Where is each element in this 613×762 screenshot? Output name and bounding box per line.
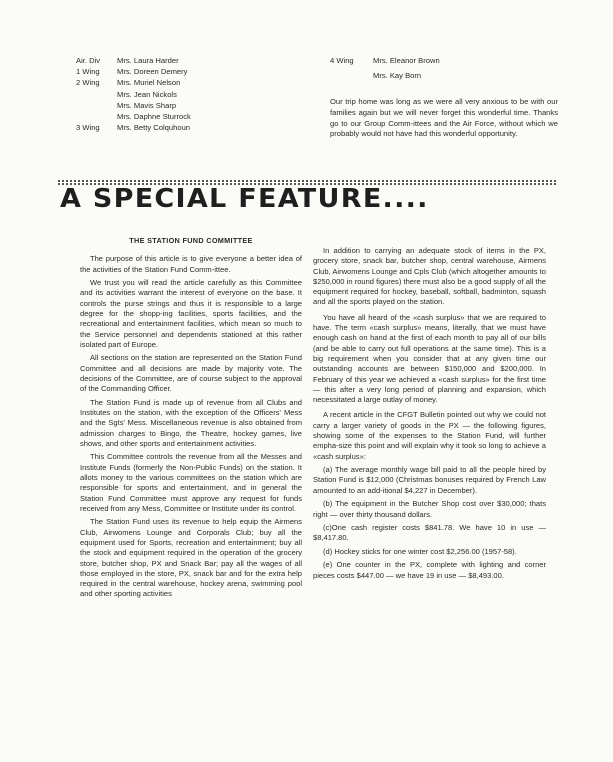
wives-row [76,122,191,133]
feature-title: A SPECIAL FEATURE.... [60,184,429,214]
article-paragraph: In addition to carrying an adequate stock of items in the PX, grocery store, snack bar, butcher shop, central warehouse, Airmens Club, Airwomens Lounge and Cpls Club (which altogether amounts to $250,000 in round figures) there must also be a good supply of all the equipment required for hockey, baseball, softball, badminton, squash and all the sports played on the station. [313,246,546,307]
wife-name: Mrs. Jean Nickols [117,89,177,99]
expense-item: (c)One cash register costs $841.78. We have 10 in use — $8,417.80. [313,522,546,543]
wife-name: Mrs. Eleanor Brown [373,56,440,65]
wives-row [76,77,191,88]
wives-row [330,55,558,66]
expense-item: (d) Hockey sticks for one winter cost $2,256.00 (1957-58). [323,546,517,556]
wife-name: Mrs. Mavis Sharp [117,100,177,110]
wing-label [76,111,117,122]
divider-rule [58,180,556,182]
wife-name: Mrs. Betty Colquhoun [117,123,191,133]
wing-label: 4 Wing [330,56,354,65]
wing-label: Air. Div [76,56,101,65]
wives-row [76,89,191,100]
wife-name: Mrs. Laura Harder [117,56,179,65]
wives-row [76,66,191,77]
article-paragraph: A recent article in the CFGT Bulletin pointed out why we could not carry a larger variety of goods in the PX — the following figures, showing some of the expenses to the Station Fund, will further empha-size this point and will explain why it took so long to achieve a «cash surplus»: [313,410,546,461]
expense-item: (b) The equipment in the Butcher Shop cost over $30,000; thats right — over thirty thousand dollars. [313,499,546,519]
wing-label [330,70,373,81]
wives-row [76,55,191,66]
wives-row [330,70,558,81]
wives-list-right [330,55,558,140]
article-right-column [313,246,546,584]
wives-row [76,111,191,122]
wing-label [76,100,117,111]
wives-list-left [76,55,191,133]
wives-row [76,100,191,111]
wife-name: Mrs. Daphne Sturrock [117,112,191,122]
expense-item: (e) One counter in the PX, complete with lighting and corner pieces costs $447.00 — we have 19 in use — $8,493.00. [313,560,546,580]
article-paragraph: All sections on the station are represented on the Station Fund Committee and all decisions are made by majority vote. The decisions of the Committee, are of course subject to the approval of the Commanding Officer. [80,353,302,394]
wife-name: Mrs. Kay Born [373,71,422,81]
article-paragraph: You have all heard of the «cash surplus» that we are required to have. The term «cash surplus» means, literally, that we must have enough cash on hand at the first of each month to pay all of our bills (and be able to carry out full operations at the same time). This is a big requirement when you consider that at any given time our outstanding accounts are between $150,000 and $200,000. In February of this year we achieved a «cash surplus» for the first time — this after a very long period of planning and expansion, which necessitated a large outlay of money. [313,312,546,405]
closing-paragraph: Our trip home was long as we were all very anxious to be with our families again but we will never forget this wonderful time. Thanks go to our Group Comm-ittees and the Air Force, without which we probably would not have had this wonderful opportunity. [330,97,558,139]
wife-name: Mrs. Doreen Demery [117,67,188,77]
wing-label: 3 Wing [76,123,100,133]
article-paragraph: The Station Fund is made up of revenue from all Clubs and Institutes on the station, with the exception of the Officers' Mess and the Sgts' Mess. Miscellaneous revenue is also obtained from admission charges to Bingo, the Theatre, hockey games, live shows, and other sports and entertainment activities. [80,397,302,448]
article-paragraph: The Station Fund uses its revenue to help equip the Airmens Club, Airwomens Lounge and Corporals Club; buy all the equipment used for Sports, recreation and entertainment; buy all the stock and equipment required in the operation of the grocery store, butcher shop, PX and Snack Bar; pay all the wages of all those employed in the store, PX, snack bar and for the extra help required in the central warehouse, hockey arena, swimming pool and other sporting activities [80,517,302,599]
wife-name: Mrs. Muriel Nelson [117,78,181,88]
article-heading: THE STATION FUND COMMITTEE [129,236,253,245]
wing-label: 2 Wing [76,78,100,88]
wing-label: 1 Wing [76,67,100,77]
wing-label [76,89,117,100]
article-paragraph: We trust you will read the article carefully as this Committee and its activities warrant the interest of everyone on the base. It controls the purse strings and thus it is responsible to a large degree for the shopp-ing facilities, sports facilities, and the recreational and entertainment facilities, which mean so much to the Service personnel and dependents stationed at this rather isolated part of Europe. [80,278,302,349]
expense-item: (a) The average monthly wage bill paid to all the people hired by Station Fund is $12,000 (Christmas bonuses required by French Law amounted to an add-itional $4,227 in December). [313,465,546,495]
article-paragraph: The purpose of this article is to give everyone a better idea of the activities of the Station Fund Comm-ittee. [80,254,302,274]
article-paragraph: This Committee controls the revenue from all the Messes and Institute Funds (formerly the Non-Public Funds) on the station. It allots money to the various committees on the station which are responsible for sports and entertainment, and in general the Station Fund Committee must approve any request for funds received from any Mess, Committee or Institute under its control. [80,452,302,513]
article-left-column [80,236,302,603]
